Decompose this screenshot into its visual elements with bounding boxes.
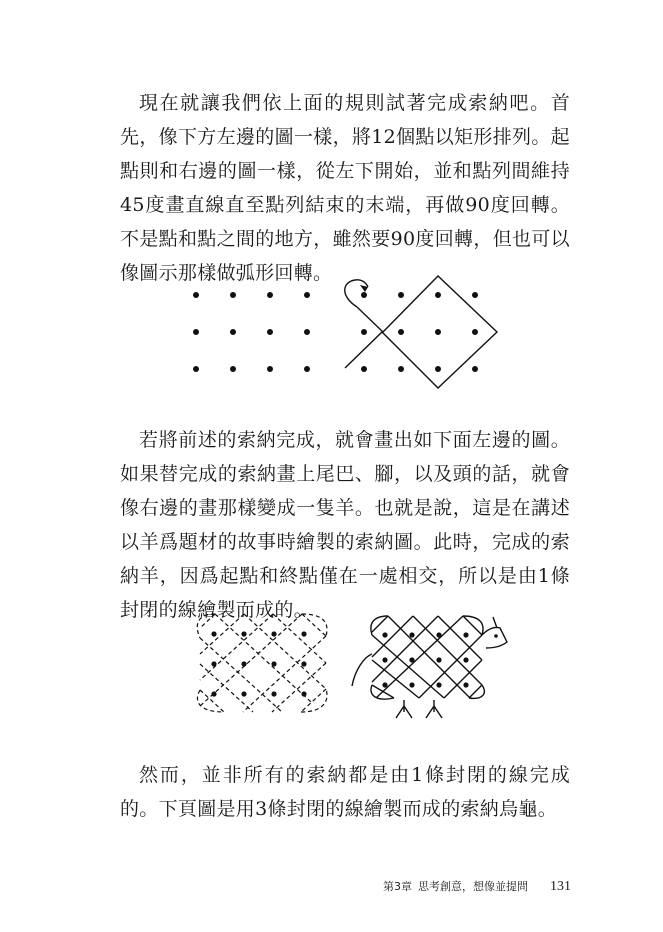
page-number: 131 bbox=[550, 879, 571, 894]
sheep-eye bbox=[494, 634, 498, 638]
body-paragraph-3: 然而，並非所有的索納都是由1條封閉的線完成的。下頁圖是用3條封閉的線繪製而成的索納烏龜。 bbox=[120, 764, 570, 820]
figure-dot-grid-start-drawing bbox=[0, 272, 663, 402]
figure-sona-sheep bbox=[0, 602, 663, 732]
footer-chapter-title: 思考創意，想像並提問 bbox=[418, 880, 528, 893]
page-footer bbox=[383, 878, 571, 895]
left-dot-grid bbox=[193, 292, 310, 372]
figure-sona-sheep-drawing bbox=[0, 602, 663, 732]
right-dot-grid bbox=[361, 292, 478, 372]
body-paragraph-1: 現在就讓我們依上面的規則試著完成索納吧。首先，像下方左邊的圖一樣，將12個點以矩形排列。起點則和右邊的圖一樣，從左下開始，並和點列間維持45度畫直線直至點列結束的末端，再做90度回轉。不是點和點之間的地方，雖然要90度回轉，但也可以像圖示那樣做弧形回轉。 bbox=[120, 92, 570, 284]
footer-chapter: 第3章 bbox=[383, 880, 412, 893]
left-completed-sona bbox=[197, 614, 327, 712]
right-sona-sheep bbox=[352, 616, 507, 718]
body-paragraph-2: 若將前述的索納完成，就會畫出如下面左邊的圖。如果替完成的索納畫上尾巴、腳，以及頭的話，就會像右邊的畫那樣變成一隻羊。也就是說，這是在講述以羊爲題材的故事時繪製的索納圖。此時，完成的索納羊，因爲起點和終點僅在一處相交，所以是由1條封閉的線繪製而成的。 bbox=[120, 429, 570, 621]
figure-dot-grid-start bbox=[0, 272, 663, 402]
